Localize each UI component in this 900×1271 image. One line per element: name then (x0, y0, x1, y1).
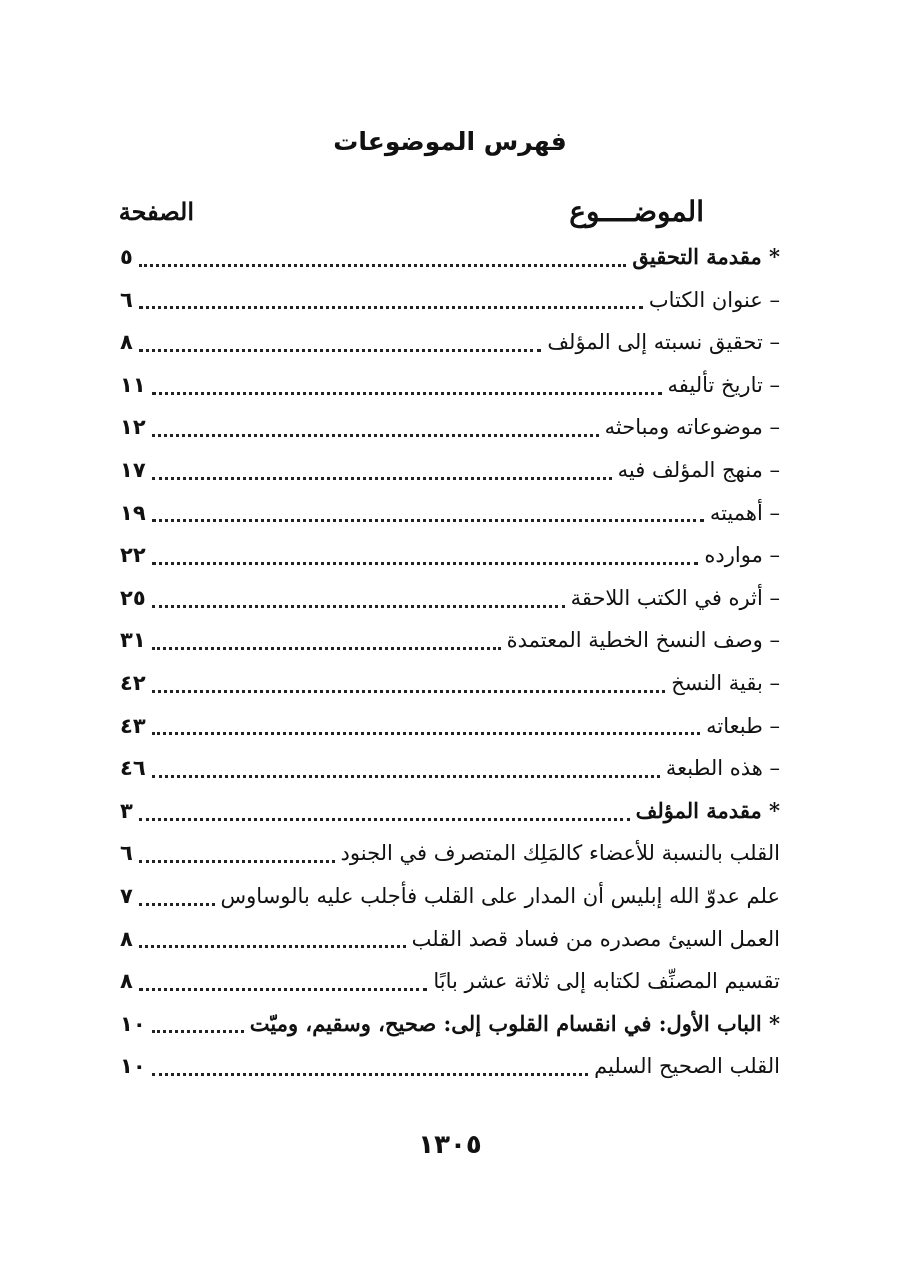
toc-entry-title: علم عدوّ الله إبليس أن المدار على القلب فأجلب عليه بالوساوس (220, 883, 780, 908)
dot-leader (152, 690, 666, 693)
toc-entry-page-number: ٤٢ (120, 670, 146, 695)
toc-entry-page-number: ١٠ (120, 1054, 146, 1079)
dot-leader (152, 647, 501, 650)
toc-entry-title: – أهميته (709, 500, 780, 525)
toc-entry (120, 1003, 780, 1046)
toc-entry-title: – وصف النسخ الخطية المعتمدة (506, 628, 780, 653)
toc-entry-page-number: ٢٥ (120, 585, 146, 610)
toc-entry (120, 492, 780, 535)
table-of-contents (120, 236, 780, 1088)
toc-entry-title: * الباب الأول: في انقسام القلوب إلى: صحيح، وسقيم، وميّت (249, 1010, 780, 1036)
dot-leader (152, 1073, 588, 1076)
toc-entry (120, 619, 780, 662)
toc-entry-page-number: ١٩ (120, 500, 146, 525)
toc-entry-page-number: ٤٣ (120, 713, 146, 738)
toc-entry-page-number: ٨ (120, 926, 133, 951)
toc-entry-title: – تاريخ تأليفه (667, 372, 780, 397)
toc-entry-page-number: ٤٦ (120, 756, 146, 781)
dot-leader (139, 349, 541, 352)
page-number-folio: ١٣٠٥ (418, 1130, 482, 1160)
dot-leader (152, 519, 704, 522)
toc-entry-page-number: ١١ (120, 372, 146, 397)
page-title: فهرس الموضوعات (333, 127, 567, 156)
toc-entry-title: * مقدمة التحقيق (632, 244, 780, 269)
dot-leader (139, 988, 428, 991)
dot-leader (152, 477, 612, 480)
toc-entry-title: القلب الصحيح السليم (594, 1054, 780, 1079)
dot-leader (139, 945, 406, 948)
column-header-topic: الموضــــوع (569, 195, 704, 228)
toc-entry (120, 705, 780, 748)
toc-entry (120, 577, 780, 620)
toc-entry-page-number: ٨ (120, 969, 133, 994)
toc-entry (120, 832, 780, 875)
toc-entry (120, 449, 780, 492)
dot-leader (139, 903, 215, 906)
toc-entry-page-number: ٦ (120, 841, 133, 866)
dot-leader (139, 818, 630, 821)
toc-entry (120, 875, 780, 918)
toc-entry-page-number: ٥ (120, 245, 133, 269)
toc-entry-page-number: ١٠ (120, 1011, 146, 1036)
toc-entry-page-number: ١٢ (120, 415, 146, 440)
toc-entry (120, 960, 780, 1003)
toc-entry-page-number: ١٧ (120, 457, 146, 482)
toc-entry (120, 1045, 780, 1088)
toc-entry (120, 279, 780, 322)
toc-entry (120, 790, 780, 833)
toc-entry (120, 662, 780, 705)
dot-leader (139, 860, 335, 863)
toc-entry-title: * مقدمة المؤلف (635, 797, 780, 823)
toc-entry-title: – أثره في الكتب اللاحقة (570, 585, 780, 610)
column-header-page: الصفحة (118, 197, 194, 226)
toc-entry-page-number: ٦ (120, 287, 133, 312)
toc-entry (120, 534, 780, 577)
dot-leader (152, 434, 599, 437)
toc-entry-page-number: ٧ (120, 883, 133, 908)
dot-leader (152, 605, 565, 608)
dot-leader (152, 1030, 244, 1033)
toc-entry-title: العمل السيئ مصدره من فساد قصد القلب (411, 926, 780, 951)
dot-leader (152, 732, 701, 735)
dot-leader (139, 306, 643, 309)
dot-leader (152, 392, 662, 395)
toc-entry-title: – طبعاته (706, 713, 780, 738)
toc-entry-page-number: ٨ (120, 330, 133, 355)
dot-leader (152, 562, 699, 565)
toc-entry-title: – موارده (704, 543, 780, 568)
toc-entry-title: تقسيم المصنِّف لكتابه إلى ثلاثة عشر بابًا (433, 969, 780, 994)
toc-entry-title: – عنوان الكتاب (648, 287, 780, 312)
toc-entry (120, 236, 780, 279)
toc-entry-title: – تحقيق نسبته إلى المؤلف (547, 330, 780, 355)
toc-entry-title: – موضوعاته ومباحثه (604, 415, 780, 440)
toc-entry-page-number: ٣١ (120, 628, 146, 653)
dot-leader (139, 264, 627, 267)
toc-entry-page-number: ٣ (120, 798, 133, 823)
toc-entry (120, 364, 780, 407)
toc-entry-title: – منهج المؤلف فيه (617, 457, 780, 482)
toc-entry-title: – هذه الطبعة (665, 756, 780, 781)
toc-entry-page-number: ٢٢ (120, 543, 146, 568)
toc-entry (120, 321, 780, 364)
toc-entry-title: القلب بالنسبة للأعضاء كالمَلِك المتصرف في الجنود (340, 841, 780, 866)
dot-leader (152, 775, 660, 778)
toc-entry (120, 747, 780, 790)
toc-entry-title: – بقية النسخ (671, 670, 780, 695)
toc-entry (120, 918, 780, 961)
toc-entry (120, 406, 780, 449)
